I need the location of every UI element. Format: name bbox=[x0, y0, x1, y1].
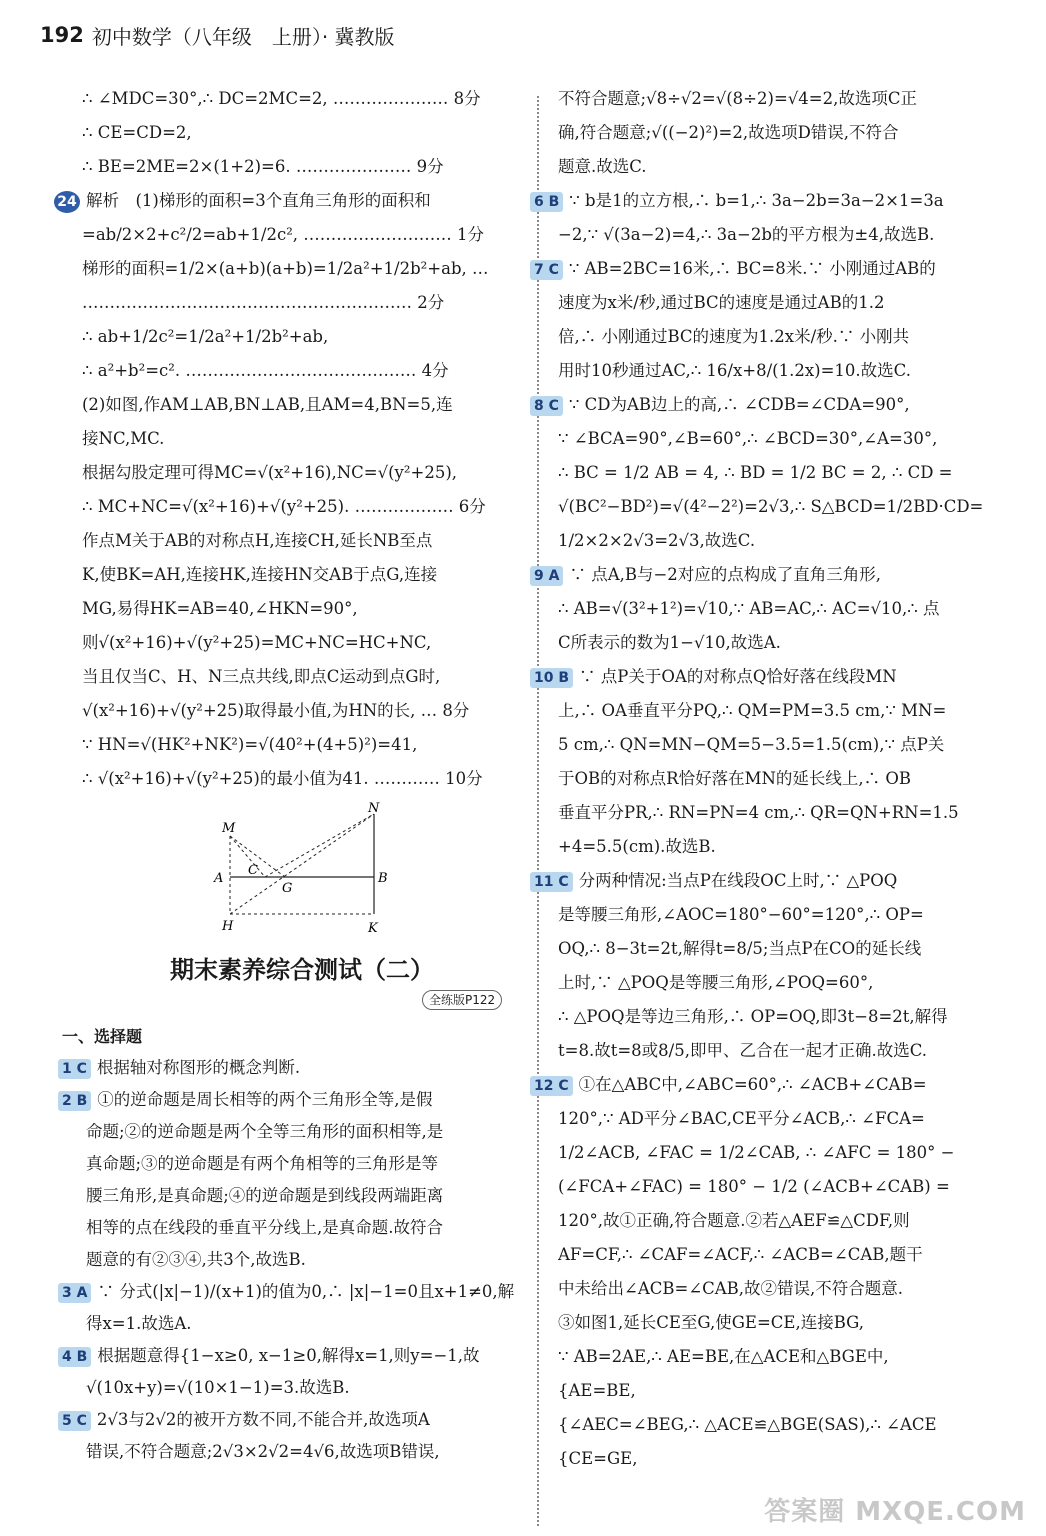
label-K: K bbox=[368, 921, 378, 936]
answer-text: ∵ 点A,B与−2对应的点构成了直角三角形, bbox=[569, 565, 882, 584]
answer-text: −2,∵ √(3a−2)=4,∴ 3a−2b的平方根为±4,故选B. bbox=[558, 225, 935, 244]
solution-line bbox=[82, 524, 522, 558]
solution-text: ∴ ∠MDC=30°,∴ DC=2MC=2, ………………… 8分 bbox=[82, 89, 481, 108]
answer-line bbox=[534, 252, 1020, 286]
solution-line bbox=[82, 626, 522, 660]
answer-badge: 1 C bbox=[58, 1059, 91, 1079]
solution-text: ∴ BE=2ME=2×(1+2)=6. ………………… 9分 bbox=[82, 157, 444, 176]
answer-line bbox=[558, 796, 1020, 830]
answer-text: ∵ AB=2BC=16米,∴ BC=8米.∵ 小刚通过AB的 bbox=[568, 259, 936, 278]
answer-text: ∴ △POQ是等边三角形,∴ OP=OQ,即3t−8=2t,解得 bbox=[558, 1007, 948, 1026]
answer-badge: 9 A bbox=[530, 566, 563, 586]
answer-text: ③如图1,延长CE至G,使GE=CE,连接BG, bbox=[558, 1313, 864, 1332]
solution-text: 解析 (1)梯形的面积=3个直角三角形的面积和 bbox=[86, 191, 431, 210]
label-G: G bbox=[282, 881, 293, 896]
solution-text: ∴ a²+b²=c². …………………………………… 4分 bbox=[82, 361, 449, 380]
answer-line bbox=[62, 1052, 522, 1084]
answer-line bbox=[534, 660, 1020, 694]
answer-text: 1/2×2×2√3=2√3,故选C. bbox=[558, 531, 756, 550]
answer-text: 确,符合题意;√((−2)²)=2,故选项D错误,不符合 bbox=[558, 123, 899, 142]
answer-line bbox=[558, 1408, 1020, 1442]
solution-text: 则√(x²+16)+√(y²+25)=MC+NC=HC+NC, bbox=[82, 633, 432, 652]
answer-badge: 10 B bbox=[530, 668, 573, 688]
answer-line bbox=[558, 728, 1020, 762]
solution-text: K,使BK=AH,连接HK,连接HN交AB于点G,连接 bbox=[82, 565, 438, 584]
answer-line bbox=[558, 82, 1020, 116]
answer-text: +4=5.5(cm).故选B. bbox=[558, 837, 716, 856]
answer-text: 根据题意得{1−x≥0, x−1≥0,解得x=1,则y=−1,故 bbox=[97, 1346, 480, 1365]
solution-line bbox=[82, 286, 522, 320]
answer-text: 中未给出∠ACB=∠CAB,故②错误,不符合题意. bbox=[558, 1279, 904, 1298]
answer-line bbox=[62, 1340, 522, 1372]
answer-line bbox=[62, 1084, 522, 1116]
section-tag: 全练版P122 bbox=[422, 990, 502, 1010]
solution-text: 梯形的面积=1/2×(a+b)(a+b)=1/2a²+1/2b²+ab, … bbox=[82, 259, 489, 278]
solution-text: 当且仅当C、H、N三点共线,即点C运动到点G时, bbox=[82, 667, 441, 686]
answer-badge: 12 C bbox=[530, 1076, 573, 1096]
answer-text: {AE=BE, bbox=[558, 1381, 636, 1400]
answer-line bbox=[558, 1034, 1020, 1068]
answer-text: ∵ CD为AB边上的高,∴ ∠CDB=∠CDA=90°, bbox=[568, 395, 910, 414]
answer-line bbox=[86, 1244, 522, 1276]
answer-text: ∵ 分式(|x|−1)/(x+1)的值为0,∴ |x|−1=0且x+1≠0,解 bbox=[97, 1282, 515, 1301]
answer-line bbox=[558, 320, 1020, 354]
solution-line bbox=[82, 320, 522, 354]
solution-text: …………………………………………………… 2分 bbox=[82, 293, 445, 312]
answer-text: 用时10秒通过AC,∴ 16/x+8/(1.2x)=10.故选C. bbox=[558, 361, 911, 380]
solution-text: ∴ √(x²+16)+√(y²+25)的最小值为41. ………… 10分 bbox=[82, 769, 483, 788]
solution-text: ∴ ab+1/2c²=1/2a²+1/2b²+ab, bbox=[82, 327, 329, 346]
answer-badge: 3 A bbox=[58, 1283, 91, 1303]
solution-line bbox=[82, 660, 522, 694]
geometry-figure bbox=[210, 800, 410, 940]
answer-badge: 5 C bbox=[58, 1411, 91, 1431]
answer-text: √(10x+y)=√(10×1−1)=3.故选B. bbox=[86, 1378, 350, 1397]
answer-text: {∠AEC=∠BEG,∴ △ACE≌△BGE(SAS),∴ ∠ACE bbox=[558, 1415, 937, 1434]
solution-line bbox=[82, 252, 522, 286]
answer-line bbox=[534, 1068, 1020, 1102]
answer-line bbox=[558, 1442, 1020, 1476]
answer-line bbox=[558, 1340, 1020, 1374]
label-A: A bbox=[214, 871, 224, 886]
answer-text: ∵ AB=2AE,∴ AE=BE,在△ACE和△BGE中, bbox=[558, 1347, 889, 1366]
solution-text: =ab/2×2+c²/2=ab+1/2c², ……………………… 1分 bbox=[82, 225, 485, 244]
answer-line bbox=[534, 388, 1020, 422]
answer-line bbox=[86, 1116, 522, 1148]
answer-text: 速度为x米/秒,通过BC的速度是通过AB的1.2 bbox=[558, 293, 885, 312]
answer-line bbox=[558, 1204, 1020, 1238]
label-B: B bbox=[378, 871, 388, 886]
answer-text: 1/2∠ACB, ∠FAC = 1/2∠CAB, ∴ ∠AFC = 180° − bbox=[558, 1143, 955, 1162]
solution-text: 作点M关于AB的对称点H,连接CH,延长NB至点 bbox=[82, 531, 433, 550]
answer-text: 命题;②的逆命题是两个全等三角形的面积相等,是 bbox=[86, 1122, 444, 1141]
answer-line bbox=[558, 626, 1020, 660]
solution-line bbox=[82, 694, 522, 728]
answer-text: ∴ BC = 1/2 AB = 4, ∴ BD = 1/2 BC = 2, ∴ CD = bbox=[558, 463, 953, 482]
answer-line bbox=[558, 1102, 1020, 1136]
answer-badge: 11 C bbox=[530, 872, 573, 892]
answer-line bbox=[558, 762, 1020, 796]
answer-text: OQ,∴ 8−3t=2t,解得t=8/5;当点P在CO的延长线 bbox=[558, 939, 922, 958]
answer-line bbox=[558, 830, 1020, 864]
answer-text: 垂直平分PR,∴ RN=PN=4 cm,∴ QR=QN+RN=1.5 bbox=[558, 803, 959, 822]
answer-text: ∵ 点P关于OA的对称点Q恰好落在线段MN bbox=[579, 667, 897, 686]
answer-text: AF=CF,∴ ∠CAF=∠ACF,∴ ∠ACB=∠CAB,题干 bbox=[558, 1245, 923, 1264]
answer-line bbox=[558, 694, 1020, 728]
solution-text: ∵ HN=√(HK²+NK²)=√(40²+(4+5)²)=41, bbox=[82, 735, 418, 754]
answer-badge: 7 C bbox=[530, 260, 563, 280]
answer-text: {CE=GE, bbox=[558, 1449, 638, 1468]
answer-text: ∴ AB=√(3²+1²)=√10,∵ AB=AC,∴ AC=√10,∴ 点 bbox=[558, 599, 940, 618]
label-M: M bbox=[222, 821, 236, 836]
answer-text: 5 cm,∴ QN=MN−QM=5−3.5=1.5(cm),∵ 点P关 bbox=[558, 735, 945, 754]
solution-line bbox=[82, 116, 522, 150]
answer-line bbox=[558, 354, 1020, 388]
left-column-bottom bbox=[62, 1052, 522, 1468]
answer-text: C所表示的数为1−√10,故选A. bbox=[558, 633, 781, 652]
answer-text: 根据轴对称图形的概念判断. bbox=[96, 1058, 301, 1077]
solution-text: √(x²+16)+√(y²+25)取得最小值,为HN的长, … 8分 bbox=[82, 701, 470, 720]
solution-text: (2)如图,作AM⊥AB,BN⊥AB,且AM=4,BN=5,连 bbox=[82, 395, 453, 414]
solution-line bbox=[57, 184, 522, 218]
answer-line bbox=[558, 456, 1020, 490]
answer-line bbox=[558, 1000, 1020, 1034]
answer-line bbox=[86, 1148, 522, 1180]
answer-line bbox=[534, 558, 1020, 592]
answer-badge: 2 B bbox=[58, 1091, 91, 1111]
answer-text: 得x=1.故选A. bbox=[86, 1314, 192, 1333]
answer-text: √(BC²−BD²)=√(4²−2²)=2√3,∴ S△BCD=1/2BD·CD= bbox=[558, 497, 984, 516]
solution-text: MG,易得HK=AB=40,∠HKN=90°, bbox=[82, 599, 358, 618]
right-column bbox=[534, 82, 1020, 1476]
answer-text: 于OB的对称点R恰好落在MN的延长线上,∴ OB bbox=[558, 769, 912, 788]
solution-text: 根据勾股定理可得MC=√(x²+16),NC=√(y²+25), bbox=[82, 463, 457, 482]
solution-line bbox=[82, 82, 522, 116]
answer-text: 上时,∵ △POQ是等腰三角形,∠POQ=60°, bbox=[558, 973, 874, 992]
page-number: 192 bbox=[40, 23, 84, 47]
answer-text: 上,∴ OA垂直平分PQ,∴ QM=PM=3.5 cm,∵ MN= bbox=[558, 701, 947, 720]
label-N: N bbox=[368, 801, 380, 816]
solution-line bbox=[82, 762, 522, 796]
answer-text: t=8.故t=8或8/5,即甲、乙合在一起才正确.故选C. bbox=[558, 1041, 927, 1060]
solution-line bbox=[82, 456, 522, 490]
solution-line bbox=[82, 354, 522, 388]
answer-text: 是等腰三角形,∠AOC=180°−60°=120°,∴ OP= bbox=[558, 905, 924, 924]
answer-text: 相等的点在线段的垂直平分线上,是真命题.故符合 bbox=[86, 1218, 443, 1237]
answer-line bbox=[558, 490, 1020, 524]
solution-text: ∴ MC+NC=√(x²+16)+√(y²+25). ……………… 6分 bbox=[82, 497, 486, 516]
solution-line bbox=[82, 422, 522, 456]
solution-line bbox=[82, 592, 522, 626]
answer-line bbox=[558, 932, 1020, 966]
answer-text: (∠FCA+∠FAC) = 180° − 1/2 (∠ACB+∠CAB) = bbox=[558, 1177, 950, 1196]
answer-text: 2√3与2√2的被开方数不同,不能合并,故选项A bbox=[96, 1410, 430, 1429]
answer-text: 120°,故①正确,符合题意.②若△AEF≌△CDF,则 bbox=[558, 1211, 910, 1230]
answer-text: 真命题;③的逆命题是有两个角相等的三角形是等 bbox=[86, 1154, 439, 1173]
solution-line bbox=[82, 490, 522, 524]
answer-line bbox=[558, 966, 1020, 1000]
answer-line bbox=[558, 218, 1020, 252]
solution-line bbox=[82, 558, 522, 592]
answer-line bbox=[86, 1212, 522, 1244]
answer-text: ①的逆命题是周长相等的两个三角形全等,是假 bbox=[97, 1090, 433, 1109]
answer-badge: 4 B bbox=[58, 1347, 91, 1367]
column-divider bbox=[537, 96, 539, 1526]
answer-line bbox=[62, 1276, 522, 1308]
label-C: C bbox=[248, 863, 258, 878]
segment-CN bbox=[265, 814, 374, 877]
answer-line bbox=[558, 1238, 1020, 1272]
answer-text: ①在△ABC中,∠ABC=60°,∴ ∠ACB+∠CAB= bbox=[578, 1075, 927, 1094]
book-title: 初中数学（八年级 上册）· 冀教版 bbox=[91, 24, 395, 49]
answer-text: 题意.故选C. bbox=[558, 157, 647, 176]
label-H: H bbox=[222, 919, 234, 934]
solution-text: ∴ CE=CD=2, bbox=[82, 123, 192, 142]
solution-line bbox=[82, 218, 522, 252]
answer-text: 120°,∵ AD平分∠BAC,CE平分∠ACB,∴ ∠FCA= bbox=[558, 1109, 925, 1128]
answer-text: 腰三角形,是真命题;④的逆命题是到线段两端距离 bbox=[86, 1186, 444, 1205]
answer-line bbox=[558, 898, 1020, 932]
answer-text: 倍,∴ 小刚通过BC的速度为1.2x米/秒.∵ 小刚共 bbox=[558, 327, 910, 346]
answer-line bbox=[86, 1308, 522, 1340]
answer-line bbox=[558, 116, 1020, 150]
solution-line bbox=[82, 728, 522, 762]
question-number: 24 bbox=[54, 191, 80, 213]
answer-line bbox=[558, 1170, 1020, 1204]
answer-text: ∵ b是1的立方根,∴ b=1,∴ 3a−2b=3a−2×1=3a bbox=[569, 191, 944, 210]
answer-line bbox=[558, 524, 1020, 558]
answer-line bbox=[558, 1306, 1020, 1340]
answer-line bbox=[558, 1136, 1020, 1170]
answer-line bbox=[86, 1180, 522, 1212]
answer-line bbox=[558, 422, 1020, 456]
answer-line bbox=[86, 1436, 522, 1468]
watermark: 答案圈 MXQE.COM bbox=[764, 1497, 1026, 1527]
solution-line bbox=[82, 388, 522, 422]
solution-text: 接NC,MC. bbox=[82, 429, 165, 448]
answer-text: 分两种情况:当点P在线段OC上时,∵ △POQ bbox=[578, 871, 898, 890]
answer-line bbox=[558, 150, 1020, 184]
answer-line bbox=[534, 864, 1020, 898]
answer-line bbox=[86, 1372, 522, 1404]
answer-line bbox=[558, 286, 1020, 320]
answer-text: ∵ ∠BCA=90°,∠B=60°,∴ ∠BCD=30°,∠A=30°, bbox=[558, 429, 938, 448]
answer-badge: 6 B bbox=[530, 192, 563, 212]
section-heading: 一、选择题 bbox=[62, 1027, 143, 1046]
solution-line bbox=[82, 150, 522, 184]
answer-line bbox=[558, 1374, 1020, 1408]
answer-line bbox=[62, 1404, 522, 1436]
answer-text: 不符合题意;√8÷√2=√(8÷2)=√4=2,故选项C正 bbox=[558, 89, 917, 108]
answer-line bbox=[558, 592, 1020, 626]
answer-line bbox=[534, 184, 1020, 218]
section-title: 期末素养综合测试（二） bbox=[170, 956, 434, 984]
left-column-top bbox=[57, 82, 522, 796]
answer-line bbox=[558, 1272, 1020, 1306]
answer-text: 题意的有②③④,共3个,故选B. bbox=[86, 1250, 306, 1269]
answer-badge: 8 C bbox=[530, 396, 563, 416]
answer-text: 错误,不符合题意;2√3×2√2=4√6,故选项B错误, bbox=[86, 1442, 440, 1461]
page-header bbox=[40, 10, 395, 60]
